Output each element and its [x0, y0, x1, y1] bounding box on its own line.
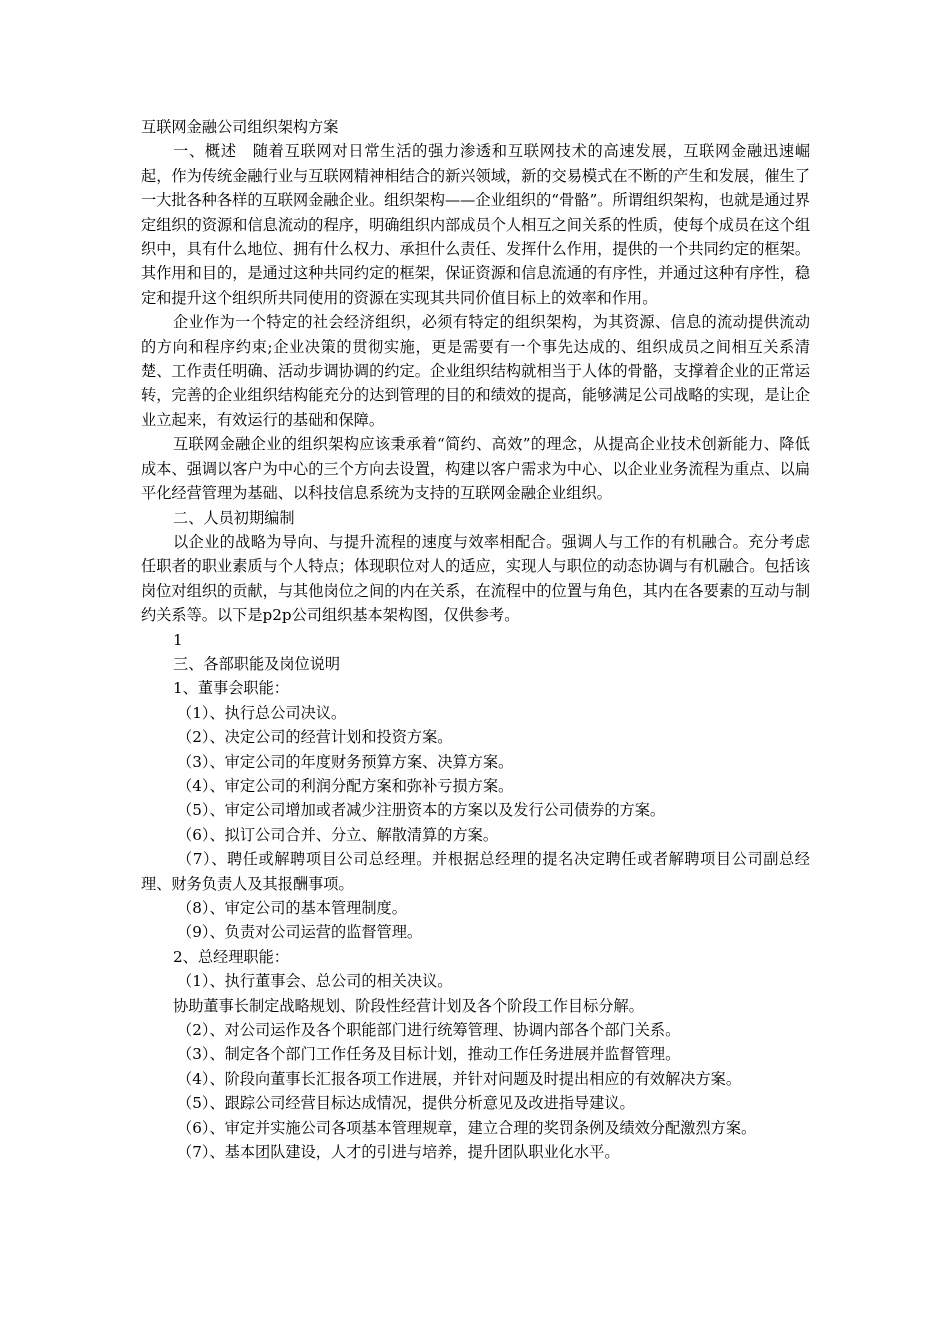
gm-note: 协助董事长制定战略规划、阶段性经营计划及各个阶段工作目标分解。	[173, 996, 644, 1015]
board-item: （7）、聘任或解聘项目公司总经理。并根据总经理的提名决定聘任或者解聘项目公司副总经理、财务负责人及其报酬事项。	[141, 850, 810, 893]
board-item: （8）、审定公司的基本管理制度。	[177, 899, 407, 917]
gm-item: （2）、对公司运作及各个职能部门进行统筹管理、协调内部各个部门关系。	[177, 1021, 681, 1040]
gm-item: （7）、基本团队建设，人才的引进与培养，提升团队职业化水平。	[177, 1143, 620, 1162]
body-paragraph: 以企业的战略为导向、与提升流程的速度与效率相配合。强调人与工作的有机融合。充分考虑任职者的职业素质与个人特点；体现职位对人的适应，实现人与职位的动态协调与有机融合。包括该岗位对组织的贡献，与其他岗位之间的内在关系，在流程中的位置与角色，其内在各要素的互动与制约关系等。以下是p2p公司组织基本架构图，仅供参考。	[141, 532, 810, 625]
board-item: （3）、审定公司的年度财务预算方案、决算方案。	[177, 752, 514, 771]
gm-item: （4）、阶段向董事长汇报各项工作进展，并针对问题及时提出相应的有效解决方案。	[177, 1069, 742, 1088]
board-item: （2）、决定公司的经营计划和投资方案。	[177, 728, 453, 747]
document-title: 互联网金融公司组织架构方案	[141, 118, 339, 136]
subsection-heading: 1、董事会职能：	[173, 679, 289, 698]
body-paragraph: 企业作为一个特定的社会经济组织，必须有特定的组织架构，为其资源、信息的流动提供流动的方向和程序约束;企业决策的贯彻实施，更是需要有一个事先达成的、组织成员之间相互关系清楚、工作责任明确、活动步调协调的约定。企业组织结构就相当于人体的骨骼，支撑着企业的正常运转，完善的企业组织结构能充分的达到管理的目的和绩效的提高，能够满足公司战略的实现，是让企业立起来，有效运行的基础和保障。	[141, 313, 810, 429]
board-item: （4）、审定公司的利润分配方案和弥补亏损方案。	[177, 776, 514, 795]
page-number: 1	[173, 630, 183, 649]
board-item: （1）、执行总公司决议。	[177, 703, 347, 722]
board-item: （9）、负责对公司运营的监督管理。	[177, 923, 423, 942]
gm-item: （3）、制定各个部门工作任务及目标计划，推动工作任务进展并监督管理。	[177, 1045, 681, 1064]
board-item: （6）、拟订公司合并、分立、解散清算的方案。	[177, 825, 499, 844]
gm-item: （5）、跟踪公司经营目标达成情况，提供分析意见及改进指导建议。	[177, 1094, 635, 1113]
gm-item: （1）、执行董事会、总公司的相关决议。	[177, 972, 453, 991]
section-heading: 三、各部职能及岗位说明	[173, 654, 341, 673]
gm-item: （6）、审定并实施公司各项基本管理规章，建立合理的奖罚条例及绩效分配激烈方案。	[177, 1118, 757, 1137]
body-paragraph: 互联网金融企业的组织架构应该秉承着“简约、高效”的理念，从提高企业技术创新能力、降低成本、强调以客户为中心的三个方向去设置，构建以客户需求为中心、以企业业务流程为重点、以扁平化经营管理为基础、以科技信息系统为支持的互联网金融企业组织。	[141, 435, 810, 503]
subsection-heading: 2、总经理职能：	[173, 947, 289, 966]
document-page	[141, 115, 810, 1164]
board-item: （5）、审定公司增加或者减少注册资本的方案以及发行公司债券的方案。	[177, 801, 666, 820]
section-heading: 二、人员初期编制	[173, 508, 295, 527]
overview-paragraph: 一、概述 随着互联网对日常生活的强力渗透和互联网技术的高速发展，互联网金融迅速崛起，作为传统金融行业与互联网精神相结合的新兴领域，新的交易模式在不断的产生和发展，催生了一大批各种各样的互联网金融企业。组织架构——企业组织的“骨骼”。所谓组织架构，也就是通过界定组织的资源和信息流动的程序，明确组织内部成员个人相互之间关系的性质，使每个成员在这个组织中，具有什么地位、拥有什么权力、承担什么责任、发挥什么作用，提供的一个共同约定的框架。其作用和目的，是通过这种共同约定的框架，保证资源和信息流通的有序性，并通过这种有序性，稳定和提升这个组织所共同使用的资源在实现其共同价值目标上的效率和作用。	[141, 142, 810, 307]
